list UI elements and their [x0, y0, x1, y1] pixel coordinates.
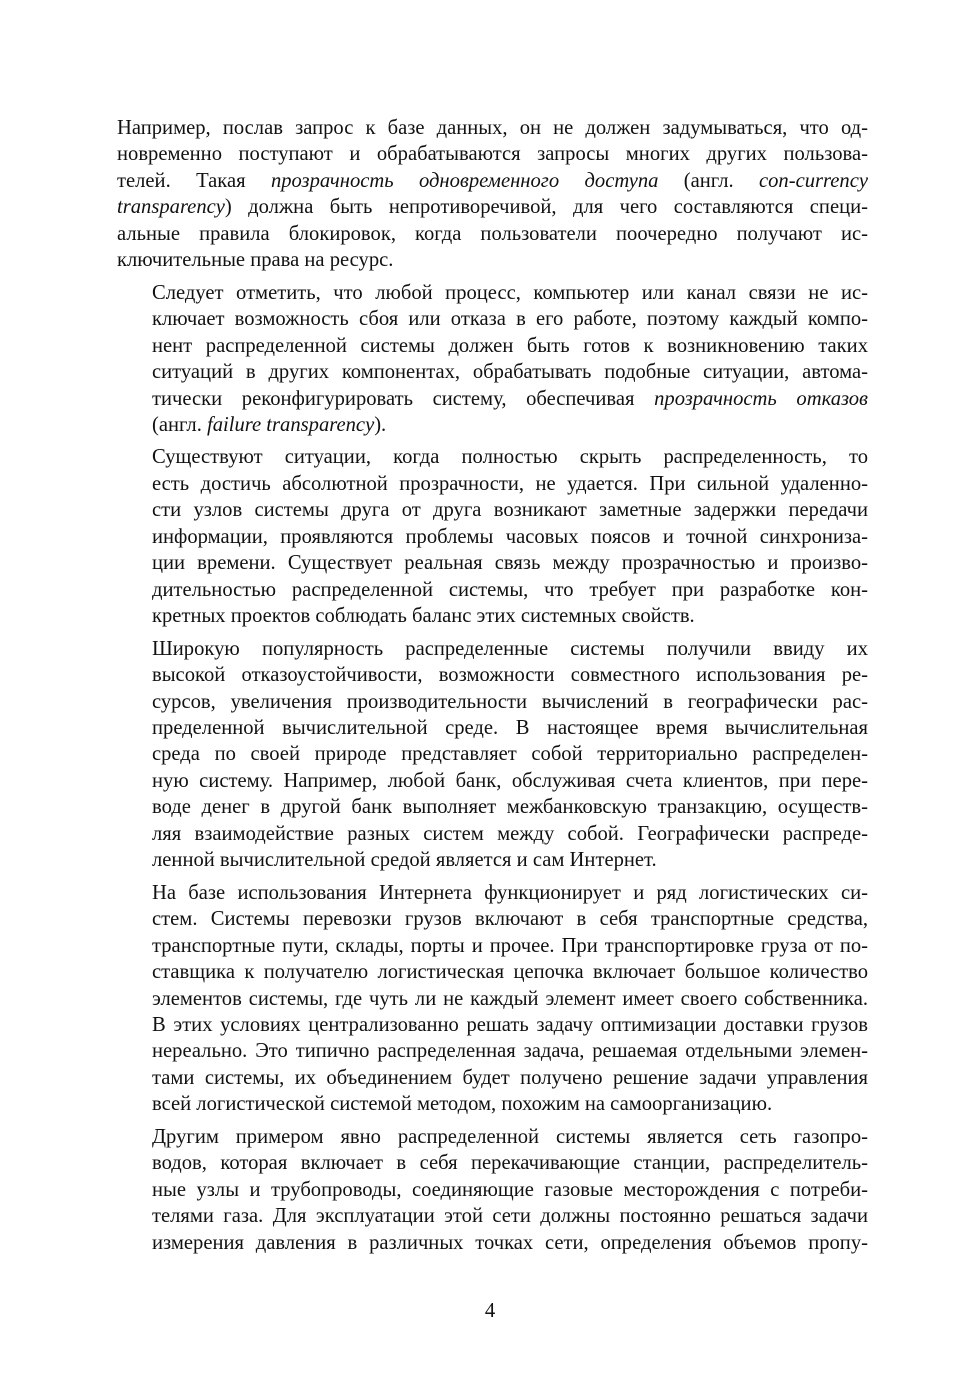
text-line: [117, 221, 868, 247]
text-segment: водов, которая включает в себя перекачивающие станции, распределитель-: [152, 1152, 868, 1175]
text-line: [117, 577, 868, 603]
paragraph: [117, 1124, 868, 1256]
text-line: [117, 1203, 868, 1229]
text-line: [117, 959, 868, 985]
text-segment: ключительные права на ресурс.: [117, 249, 394, 272]
text-segment: нент распределенной системы должен быть готов к возникновению таких: [152, 334, 868, 357]
text-line: [117, 194, 868, 220]
text-segment: ситуаций в других компонентах, обрабатывать подобные ситуации, автома-: [152, 361, 868, 384]
text-segment: альные правила блокировок, когда пользователи поочередно получают ис-: [117, 222, 868, 245]
body-text: [117, 115, 868, 1256]
paragraph: [117, 880, 868, 1118]
text-segment: ленной вычислительной средой является и сам Интернет.: [152, 849, 657, 872]
text-segment: транспортные пути, склады, порты и прочее. При транспортировке груза от по-: [152, 934, 868, 957]
paragraph: [117, 115, 868, 274]
italic-term: failure transparency: [207, 413, 375, 436]
text-line: [117, 986, 868, 1012]
text-segment: дительностью распределенной системы, что требует при разработке кон-: [152, 578, 868, 601]
text-segment: ) должна быть непротиворечивой, для чего составляются специ-: [224, 196, 868, 219]
text-segment: нереально. Это типично распределенная задача, решаемая отдельными элемен-: [152, 1040, 868, 1063]
text-segment: В этих условиях централизованно решать задачу оптимизации доставки грузов: [152, 1013, 868, 1036]
text-line: [117, 306, 868, 332]
paragraph: [117, 636, 868, 874]
text-line: [117, 1038, 868, 1064]
text-line: [117, 603, 868, 629]
text-segment: ).: [374, 413, 387, 436]
text-segment: тически реконфигурировать систему, обеспечивая: [152, 387, 655, 410]
text-line: [117, 1150, 868, 1176]
text-line: [117, 1230, 868, 1256]
text-line: [117, 1124, 868, 1150]
text-line: [117, 715, 868, 741]
text-segment: измерения давления в различных точках сети, определения объемов пропу-: [152, 1231, 868, 1254]
paragraph: [117, 280, 868, 439]
text-segment: элементов системы, где чуть ли не каждый элемент имеет своего собственника.: [152, 987, 868, 1010]
text-segment: тами системы, их объединением будет получено решение задачи управления: [152, 1066, 868, 1089]
text-segment: ции времени. Существует реальная связь между прозрачностью и произво-: [152, 552, 868, 575]
text-line: [117, 933, 868, 959]
text-line: [117, 386, 868, 412]
italic-term: con-currency: [758, 169, 868, 192]
text-line: [117, 821, 868, 847]
text-line: [117, 359, 868, 385]
text-line: [117, 524, 868, 550]
text-segment: новременно поступают и обрабатываются запросы многих других пользова-: [117, 143, 868, 166]
text-line: [117, 247, 868, 273]
text-segment: кретных проектов соблюдать баланс этих системных свойств.: [152, 605, 695, 628]
text-line: [117, 662, 868, 688]
text-segment: Другим примером явно распределенной системы является сеть газопро-: [152, 1125, 868, 1148]
text-segment: информации, проявляются проблемы часовых поясов и точной синхрониза-: [152, 525, 868, 548]
text-segment: пределенной вычислительной среде. В настоящее время вычислительная: [152, 716, 868, 739]
italic-term: прозрачность одновременного доступа: [270, 169, 659, 192]
text-segment: Широкую популярность распределенные системы получили ввиду их: [152, 637, 868, 660]
text-segment: Например, послав запрос к базе данных, он не должен задумываться, что од-: [117, 117, 868, 139]
text-segment: среда по своей природе представляет собой территориально распределен-: [152, 743, 868, 766]
text-segment: ключает возможность сбоя или отказа в его работе, поэтому каждый компо-: [152, 308, 868, 331]
italic-term: transparency: [117, 196, 225, 219]
text-segment: стем. Системы перевозки грузов включают в себя транспортные средства,: [152, 908, 868, 931]
text-line: [117, 636, 868, 662]
text-line: [117, 1012, 868, 1038]
text-line: [117, 444, 868, 470]
text-segment: ставщика к получателю логистическая цепочка включает большое количество: [152, 961, 868, 984]
text-line: [117, 115, 868, 141]
text-segment: воде денег в другой банк выполняет межбанковскую транзакцию, осуществ-: [152, 796, 868, 819]
text-line: [117, 280, 868, 306]
text-segment: (англ.: [152, 413, 207, 436]
text-segment: ную систему. Например, любой банк, обслуживая счета клиентов, при пере-: [152, 769, 868, 792]
text-line: [117, 847, 868, 873]
text-line: [117, 497, 868, 523]
text-line: [117, 880, 868, 906]
text-line: [117, 1091, 868, 1117]
page-number: 4: [484, 1300, 496, 1322]
text-line: [117, 471, 868, 497]
text-line: [117, 141, 868, 167]
text-segment: ные узлы и трубопроводы, соединяющие газовые месторождения с потреби-: [152, 1178, 868, 1201]
text-segment: сти узлов системы друга от друга возникают заметные задержки передачи: [152, 499, 868, 522]
text-segment: сурсов, увеличения производительности вычислений в географически рас-: [152, 690, 868, 713]
italic-term: прозрачность отказов: [654, 387, 868, 410]
text-segment: На базе использования Интернета функционирует и ряд логистических си-: [152, 881, 868, 904]
text-line: [117, 794, 868, 820]
text-line: [117, 768, 868, 794]
text-line: [117, 906, 868, 932]
text-segment: есть достичь абсолютной прозрачности, не удается. При сильной удаленно-: [152, 472, 868, 495]
text-segment: телями газа. Для эксплуатации этой сети должны постоянно решаться задачи: [152, 1205, 868, 1228]
paragraph: [117, 444, 868, 629]
text-line: [117, 1065, 868, 1091]
text-segment: ляя взаимодействие разных систем между собой. Географически распреде-: [152, 822, 868, 845]
text-segment: Следует отметить, что любой процесс, компьютер или канал связи не ис-: [152, 281, 868, 304]
text-line: [117, 1177, 868, 1203]
text-line: [117, 168, 868, 194]
text-line: [117, 689, 868, 715]
text-segment: телей. Такая: [117, 169, 271, 192]
text-segment: высокой отказоустойчивости, возможности совместного использования ре-: [152, 664, 868, 687]
text-line: [117, 741, 868, 767]
text-segment: (англ.: [658, 169, 759, 192]
text-line: [117, 333, 868, 359]
text-segment: Существуют ситуации, когда полностью скрыть распределенность, то: [152, 446, 868, 469]
text-segment: всей логистической системой методом, похожим на самоорганизацию.: [152, 1093, 773, 1116]
text-line: [117, 550, 868, 576]
text-line: [117, 412, 868, 438]
